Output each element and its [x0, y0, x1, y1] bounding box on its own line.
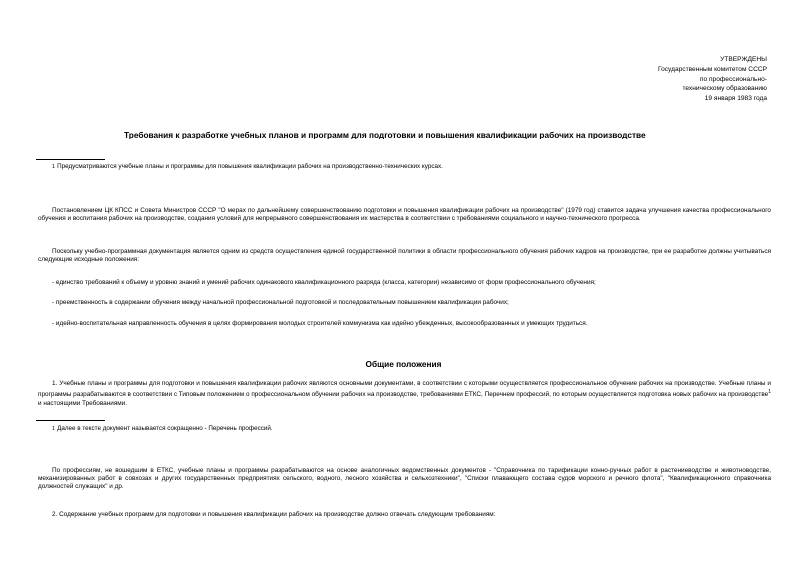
approval-line: техническому образованию	[682, 85, 767, 93]
paragraph	[38, 380, 771, 408]
footnote-mark: 1	[52, 426, 56, 432]
footnote-text: Предусматриваются учебные планы и программы для повышения квалификации рабочих на производственно-технических курсах.	[57, 163, 443, 170]
footnote	[52, 163, 443, 171]
bullet-item: - преемственность в содержании обучения между начальной профессиональной подготовкой и последовательным повышением квалификации рабочих;	[52, 299, 509, 306]
paragraph: Поскольку учебно-программная документация является одним из средств осуществления единой государственной политики в области профессионального обучения рабочих кадров на производстве, при ее разработке должны учитываться следующие исходные положения:	[38, 248, 771, 264]
paragraph: Постановлением ЦК КПСС и Совета Министров СССР "О мерах по дальнейшему совершенствованию подготовки и повышения квалификации рабочих на производстве" (1979 год) ставится задача улучшения качества профессионального обучения и воспитания рабочих на производстве, создания условий для непрерывного совершенствования их мастерства в соответствии с требованиями социального и научно-технического прогресса.	[38, 207, 771, 223]
paragraph: 2. Содержание учебных программ для подготовки и повышения квалификации рабочих на производстве должно отвечать следующим требованиям:	[52, 511, 496, 518]
footnote-divider	[36, 420, 105, 421]
paragraph-text: 1. Учебные планы и программы для подготовки и повышения квалификации рабочих являются основными документами, в соответствии с которыми осуществляется профессиональное обучение рабочих на производстве. Учебные планы и программы разрабатываются в соответствии с Типовым положением о профессиональном обучении рабочих на производстве, требованиями ЕТКС, Перечнем профессий, по которым осуществляется подготовка новых рабочих на производстве	[38, 380, 771, 399]
approval-line: Государственным комитетом СССР	[657, 65, 767, 73]
footnote-ref: 1	[768, 389, 771, 396]
footnote-mark: 1	[52, 164, 56, 170]
document-title: Требования к разработке учебных планов и программ для подготовки и повышения квалификации рабочих на производстве	[124, 131, 646, 140]
bullet-item: - единство требований к объему и уровню знаний и умений рабочих одинакового квалификационного разряда (класса, категории) независимо от форм профессионального обучения;	[52, 279, 596, 286]
section-heading: Общие положения	[365, 359, 442, 369]
paragraph-text: и настоящими Требованиями.	[38, 399, 128, 407]
footnote	[52, 425, 273, 433]
approval-line: 19 января 1983 года	[704, 95, 767, 103]
paragraph: По профессиям, не вошедшим в ЕТКС, учебные планы и программы разрабатываются на основе аналогичных ведомственных документов - "Справочника по тарификации конно-ручных работ в растениеводстве и животноводстве, механизированных работ в совхозах и других государственных предприятиях сельского, водного, лесного хозяйства и сельхозтехники", "Списки плавающего состава судов морского и речного флота", "Квалификационного справочника должностей служащих" и др.	[38, 467, 771, 491]
approval-block	[658, 55, 767, 104]
approval-line: по профессионально-	[699, 75, 767, 83]
footnote-divider	[36, 159, 105, 160]
footnote-text: Далее в тексте документ называется сокращенно - Перечень профессий.	[57, 425, 273, 432]
bullet-item: - идейно-воспитательная направленность обучения в целях формирования молодых строителей коммунизма как идейно убежденных, высокообразованных и умеющих трудиться.	[52, 320, 588, 327]
approval-line: УТВЕРЖДЕНЫ	[720, 56, 767, 63]
